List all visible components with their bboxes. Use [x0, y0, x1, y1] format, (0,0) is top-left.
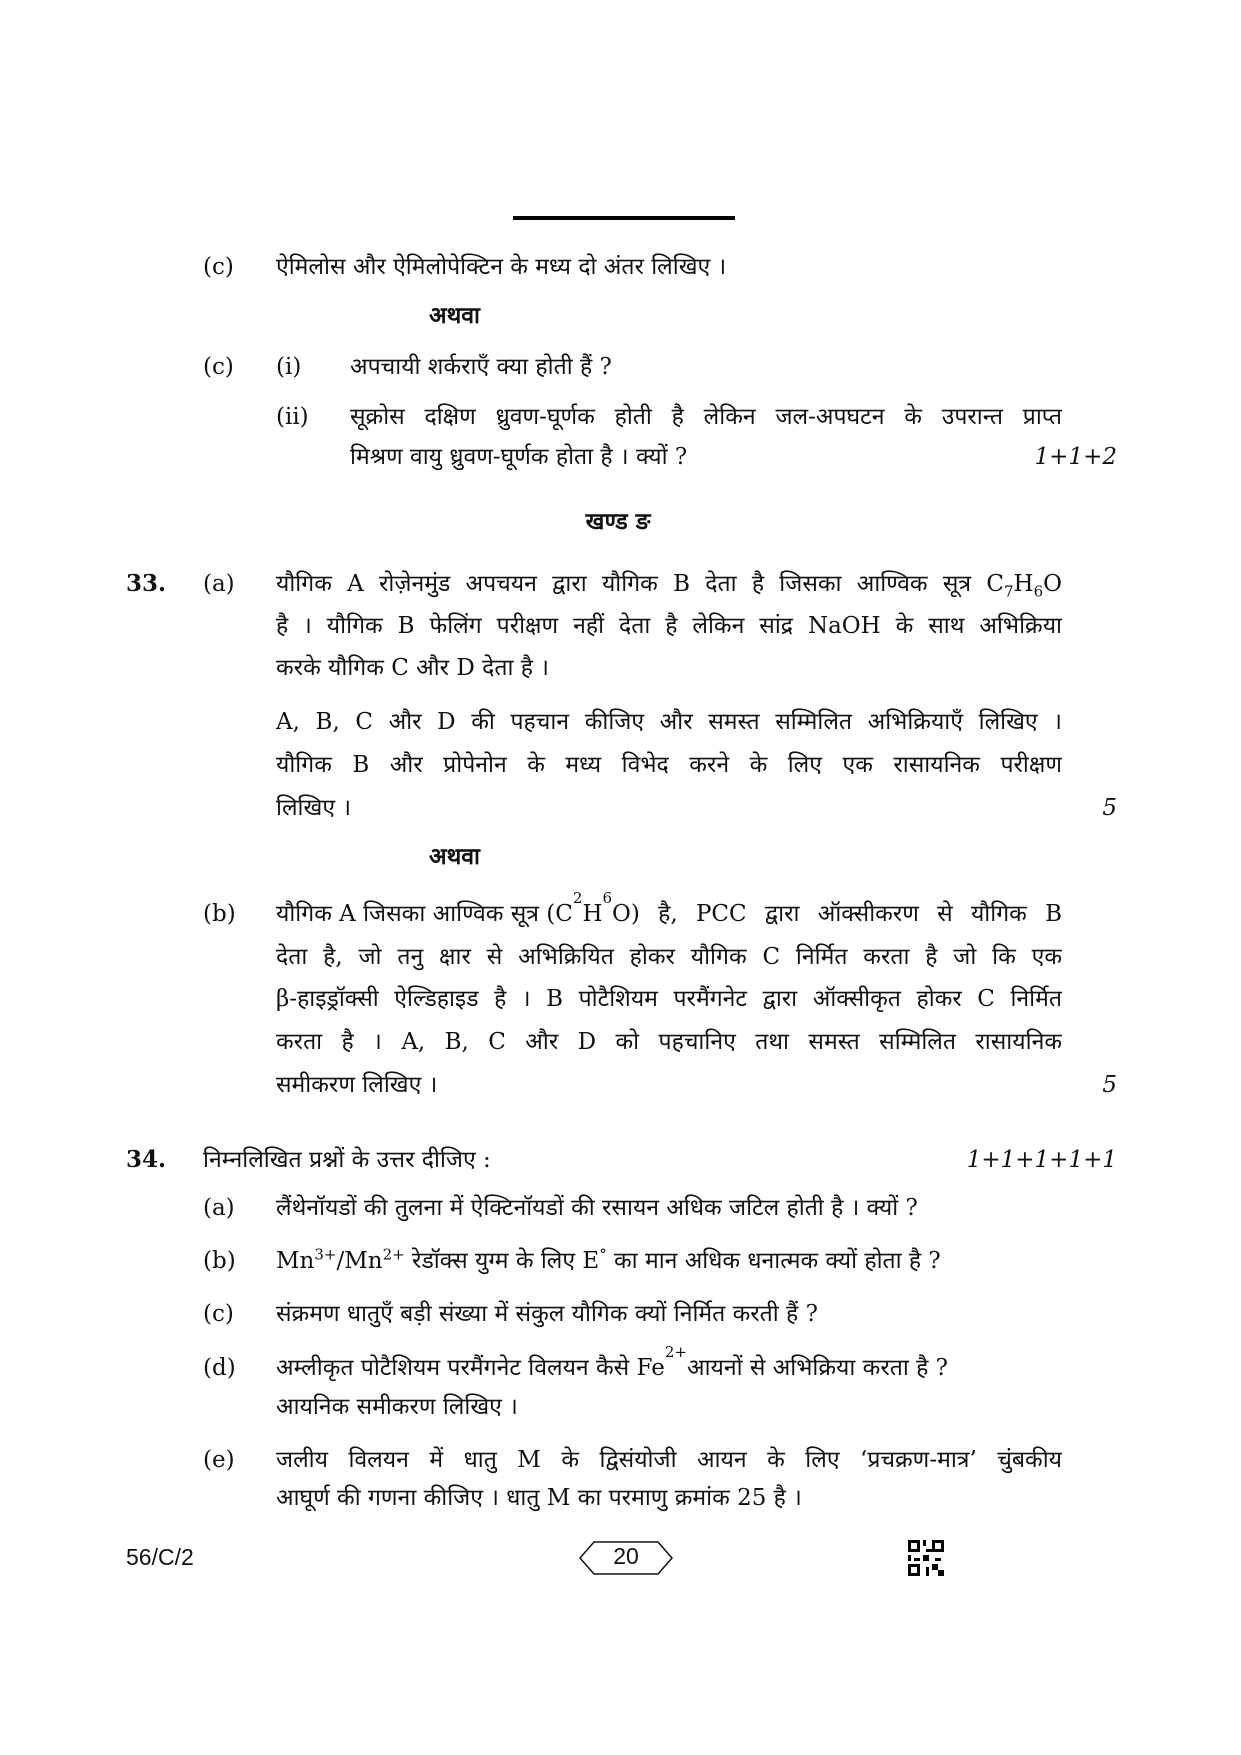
q33a-line: यौगिक B और प्रोपेनोन के मध्य विभेद करने के लिए एक रासायनिक परीक्षण	[276, 752, 1062, 778]
qr-code-icon	[908, 1540, 944, 1576]
q34a-label: (a)	[203, 1195, 235, 1221]
q33a-label: (a)	[203, 571, 235, 597]
q34d-label: (d)	[203, 1355, 236, 1381]
q34c-label: (c)	[203, 1301, 234, 1327]
q32c-ii-label: (ii)	[276, 404, 309, 430]
q33a-line	[276, 568, 1062, 600]
q32c-text: ऐमिलोस और ऐमिलोपेक्टिन के मध्य दो अंतर लिखिए ।	[276, 254, 727, 280]
q33b-label: (b)	[203, 901, 236, 927]
q32c-marks: 1+1+2	[1034, 444, 1117, 470]
q34d-line2: आयनिक समीकरण लिखिए ।	[276, 1394, 518, 1420]
q34e-line: जलीय विलयन में धातु M के द्विसंयोजी आयन के लिए ‘प्रचक्रण-मात्र’ चुंबकीय	[276, 1447, 1062, 1473]
q32c-i-text: अपचायी शर्कराएँ क्या होती हैं ?	[350, 354, 612, 380]
q32c-label: (c)	[203, 254, 234, 280]
q34a-text: लैंथेनॉयडों की तुलना में ऐक्टिनॉयडों की रसायन अधिक जटिल होती है । क्यों ?	[276, 1195, 918, 1221]
or-heading: अथवा	[429, 843, 481, 870]
q34-number: 34.	[126, 1146, 167, 1173]
q33b-line: यौगिक A जिसका आण्विक सूत्र (C 2 H 6 O) है, PCC द्वारा ऑक्सीकरण से यौगिक B	[276, 889, 1062, 927]
q34-intro: निम्नलिखित प्रश्नों के उत्तर दीजिए :	[203, 1147, 491, 1173]
q33a-line: है । यौगिक B फेलिंग परीक्षण नहीं देता है लेकिन सांद्र NaOH के साथ अभिक्रिया	[276, 613, 1062, 639]
separator-rule	[513, 216, 735, 220]
q32c-ii-line: सूक्रोस दक्षिण ध्रुवण-घूर्णक होती है लेकिन जल-अपघटन के उपरान्त प्राप्त	[350, 404, 1062, 430]
q34c-text: संक्रमण धातुएँ बड़ी संख्या में संकुल यौगिक क्यों निर्मित करती हैं ?	[276, 1301, 818, 1327]
q34-marks: 1+1+1+1+1	[966, 1147, 1117, 1173]
q32c-i-label: (i)	[276, 354, 302, 380]
q34d-text: अम्लीकृत पोटैशियम परमैंगनेट विलयन कैसे Fe 2+ आयनों से अभिक्रिया करता है ?	[276, 1343, 948, 1381]
or-heading: अथवा	[429, 302, 481, 329]
q33a-line: A, B, C और D की पहचान कीजिए और समस्त सम्मिलित अभिक्रियाएँ लिखिए ।	[276, 709, 1062, 735]
q34e-label: (e)	[203, 1447, 235, 1473]
paper-code: 56/C/2	[126, 1544, 194, 1570]
q33b-line: समीकरण लिखिए ।	[276, 1072, 438, 1098]
q32c-alt-label: (c)	[203, 354, 234, 380]
q34b-text: $Mn^{3+}/Mn^{2+}$ रेडॉक्स युग्म के लिए E° का मान अधिक धनात्मक क्यों होता है ?	[276, 1245, 941, 1274]
q33a-marks: 5	[1102, 795, 1117, 821]
formula: $_7H_6O$	[1003, 571, 1062, 601]
q33b-marks: 5	[1102, 1072, 1117, 1098]
q33a-line: करके यौगिक C और D देता है ।	[276, 655, 549, 681]
q33-number: 33.	[126, 570, 167, 597]
q33a-line: लिखिए ।	[276, 795, 352, 821]
page-number: 20	[578, 1540, 674, 1576]
section-heading: खण्ड ङ	[585, 508, 651, 535]
q33b-line: β-हाइड्रॉक्सी ऐल्डिहाइड है । B पोटैशियम परमैंगनेट द्वारा ऑक्सीकृत होकर C निर्मित	[276, 986, 1062, 1012]
q32c-ii-line: मिश्रण वायु ध्रुवण-घूर्णक होता है । क्यों ?	[350, 444, 688, 470]
q34b-label: (b)	[203, 1248, 236, 1274]
q33b-line: करता है । A, B, C और D को पहचानिए तथा समस्त सम्मिलित रासायनिक	[276, 1029, 1062, 1055]
q33a-line-text: यौगिक A रोज़ेनमुंड अपचयन द्वारा यौगिक B देता है जिसका आण्विक सूत्र C	[276, 571, 1004, 597]
q33b-line: देता है, जो तनु क्षार से अभिक्रियित होकर यौगिक C निर्मित करता है जो कि एक	[276, 944, 1062, 970]
q34e-line: आघूर्ण की गणना कीजिए । धातु M का परमाणु क्रमांक 25 है ।	[276, 1485, 802, 1511]
